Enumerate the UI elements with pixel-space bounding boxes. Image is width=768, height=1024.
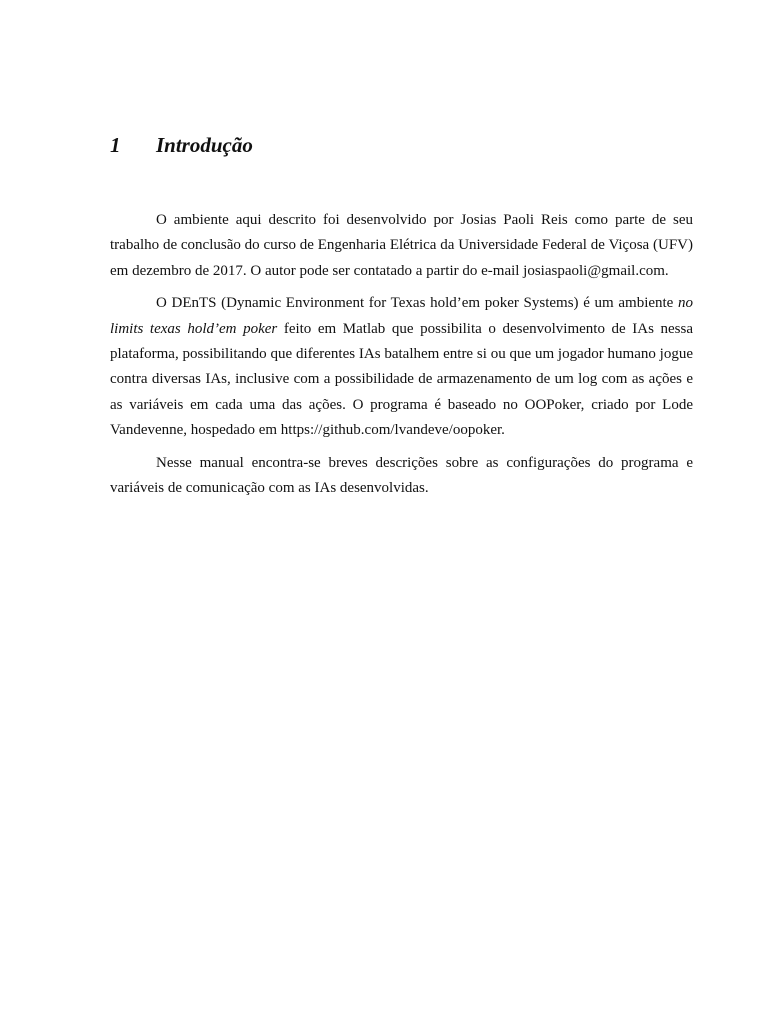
section-number: 1: [110, 133, 121, 157]
paragraph-author-info: O ambiente aqui descrito foi desenvolvido por Josias Paoli Reis como parte de seu trabalho de conclusão do curso de Engenharia Elétrica da Universidade Federal de Viçosa (UFV) em dezembro de 2017. O autor pode ser contatado a partir do e-mail josiaspaoli@gmail.com.: [110, 212, 693, 279]
paragraph-dents-emphasis: no limits texas hold’em poker: [110, 295, 693, 337]
section-body: [110, 208, 693, 508]
paragraph-dents-rest: feito em Matlab que possibilita o desenvolvimento de IAs nessa plataforma, possibilitando que diferentes IAs batalhem entre si ou que um jogador humano jogue contra diversas IAs, inclusive com a possibilidade de armazenamento de um log com as ações e as variáveis em cada uma das ações. O programa é baseado no OOPoker, criado por Lode Vandevenne, hospedado em https://github.com/lvandeve/oopoker.: [110, 320, 694, 439]
paragraph-dents-lead: O DEnTS (Dynamic Environment for Texas hold’em poker Systems) é um ambiente: [156, 295, 678, 312]
section-title: Introdução: [156, 133, 253, 157]
paragraph-manual-scope: Nesse manual encontra-se breves descrições sobre as configurações do programa e variáveis de comunicação com as IAs desenvolvidas.: [110, 454, 693, 497]
paragraph-dents-description: [110, 291, 693, 443]
section-heading: [110, 130, 253, 160]
